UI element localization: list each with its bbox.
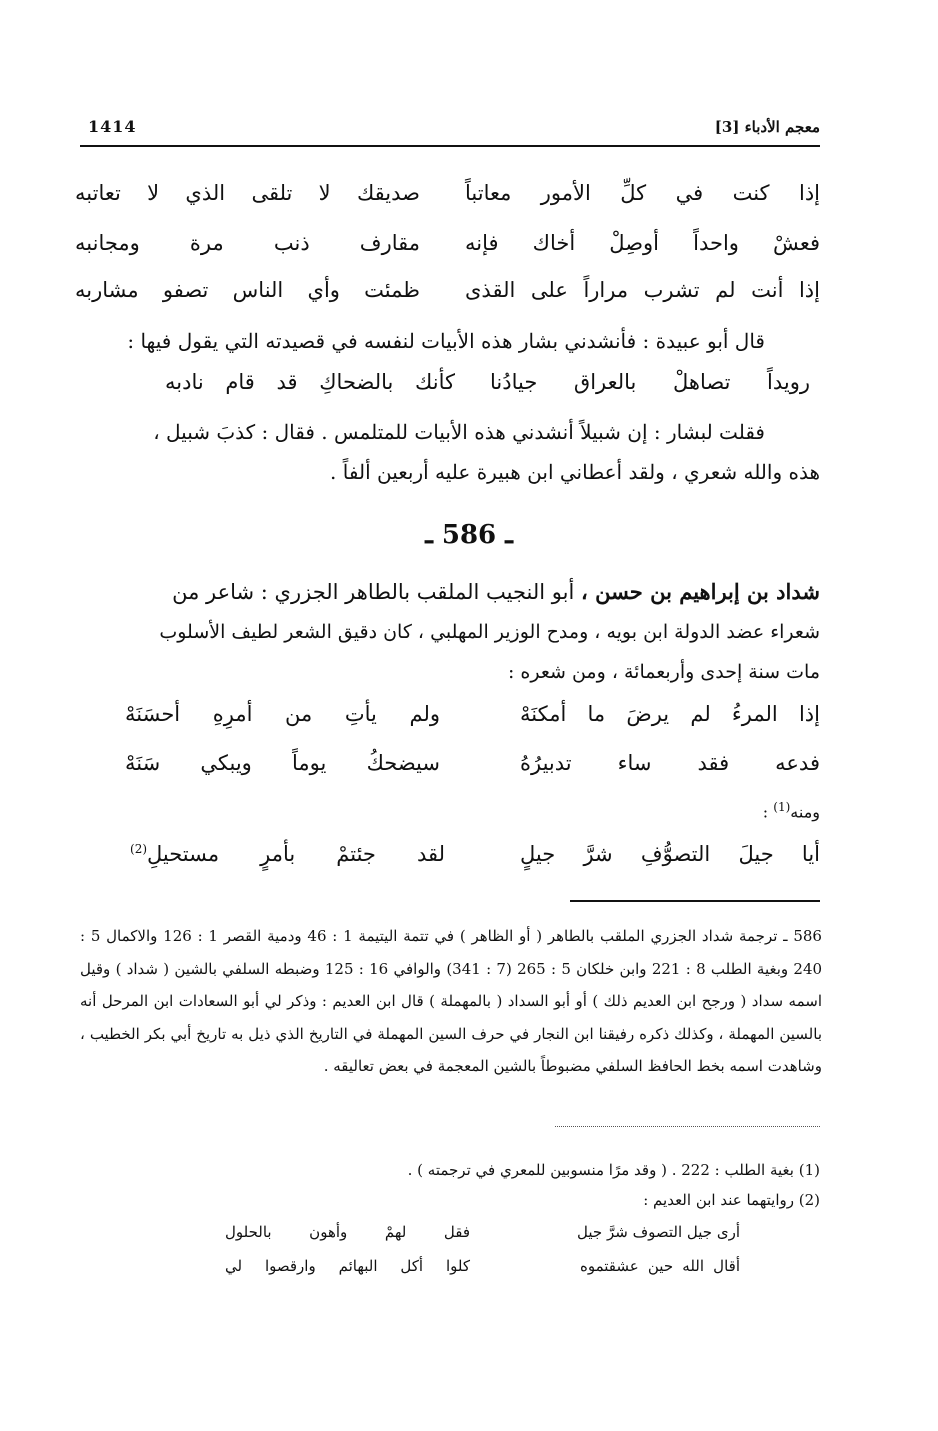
- header-rule: [80, 145, 820, 147]
- verse-second-hemistich: سيضحكُ يوماً ويبكي سَنَهْ: [125, 751, 440, 775]
- page-number: 1414: [88, 117, 137, 136]
- footnote-verse-line: [160, 1257, 740, 1287]
- verse-first-hemistich: فدعه فقد ساء تدبيرُهُ: [520, 751, 820, 775]
- verse-first-hemistich: أقال الله حين عشقتموه: [580, 1257, 740, 1275]
- verse-line: [120, 370, 810, 410]
- footnote-2: (2) روايتهما عند ابن العديم :: [643, 1191, 820, 1209]
- minhu-text: ومنه: [790, 802, 820, 822]
- bio-line1-text: أبو النجيب الملقب بالطاهر الجزري : شاعر من: [172, 580, 575, 604]
- verse-first-hemistich: إذا أنت لم تشرب مراراً على القذى: [465, 278, 820, 302]
- minhu-label: [763, 800, 820, 821]
- verse-second-text: لقد جئتمْ بأمرٍ مستحيلِ: [147, 842, 445, 866]
- verse-first-hemistich: إذا كنت في كلِّ الأمور معاتباً: [465, 181, 820, 205]
- verse-first-hemistich: فعشْ واحداً أوصِلْ أخاك فإنه: [465, 231, 820, 255]
- verse-line: [75, 181, 820, 221]
- footnote-ref-2: (2): [130, 842, 148, 856]
- footnote-verse-line: [160, 1223, 740, 1253]
- verse-second-hemistich: ظمئت وأي الناس تصفو مشاربه: [75, 278, 420, 302]
- entry-number: ـ 586 ـ: [425, 520, 513, 550]
- verse-line: [125, 702, 820, 742]
- verse-first-hemistich: أيا جيلَ التصوُّفِ شرَّ جيلٍ: [520, 842, 820, 866]
- running-header-title: معجم الأدباء [3]: [714, 118, 820, 136]
- footnote-separator: [555, 1126, 820, 1127]
- verse-line: [130, 842, 820, 882]
- verse-second-hemistich: كلوا أكل البهائم وارقصوا لي: [225, 1257, 470, 1275]
- verse-line: [75, 278, 820, 318]
- bio-line1: [80, 572, 820, 612]
- paragraph-abu-ubaida: قال أبو عبيدة : فأنشدني بشار هذه الأبيات لنفسه في قصيدته التي يقول فيها :: [127, 329, 765, 353]
- verse-line: [125, 751, 820, 791]
- entry-name: شداد بن إبراهيم بن حسن ،: [581, 579, 820, 604]
- verse-second-hemistich: ولم يأتِ من أمرِهِ أحسَنَهْ: [125, 702, 440, 726]
- footnote-1: (1) بغية الطلب : 222 . ( وقد مرًا منسوبين للمعري في ترجمته ) .: [407, 1161, 820, 1179]
- footnote-ref-1: (1): [773, 800, 791, 814]
- verse-line: [75, 231, 820, 271]
- verse-second-hemistich: فقل لهمْ وأهون بالحلول: [225, 1223, 470, 1241]
- minhu-colon: :: [762, 802, 774, 822]
- verse-first-hemistich: أرى جيل التصوف شرَّ جيل: [577, 1223, 740, 1241]
- paragraph-bashar-line2: هذه والله شعري ، ولقد أعطاني ابن هبيرة عليه أربعين ألفاً .: [330, 460, 820, 484]
- footnote-entry-586: 586 ـ ترجمة شداد الجزري الملقب بالطاهر ( أو الظاهر ) في تتمة اليتيمة 1 : 46 ودمية القصر 1 : 126 والاكمال 5 : 240 وبغية الطلب 8 : 221 وابن خلكان 5 : 265 (7 : 341) والوافي 16 : 125 وضبطه السلفي بالشين ( شداد ) وقيل اسمه سداد ( ورجح ابن العديم ذلك ) أو أبو السداد ( بالمهملة ) قال ابن العديم : وذكر لي أبو السعادات ابن المرحل أنه بالسين المهملة ، وكذلك ذكره رفيقنا ابن النجار في حرف السين المهملة في التاريخ الذي ذيل به تاريخ أبي بكر الخطيب ، وشاهدت اسمه بخط الحافظ السلفي مضبوطاً بالشين المعجمة في بعض تعاليقه .: [80, 927, 823, 1075]
- verse-second-hemistich: [130, 842, 445, 866]
- footnote-rule: [570, 900, 820, 902]
- verse-first-hemistich: إذا المرءُ لم يرضَ ما أمكنَهْ: [520, 702, 820, 726]
- paragraph-bashar-line1: فقلت لبشار : إن شبيلاً أنشدني هذه الأبيات للمتلمس . فقال : كذبَ شبيل ،: [153, 420, 765, 444]
- verse-second-hemistich: مقارف ذنب مرة ومجانبه: [75, 231, 420, 255]
- bio-line3: مات سنة إحدى وأربعمائة ، ومن شعره :: [507, 661, 820, 683]
- verse-second-hemistich: كأنك بالضحاكِ قد قام نادبه: [165, 370, 455, 394]
- verse-second-hemistich: صديقك لا تلقى الذي لا تعاتبه: [75, 181, 420, 205]
- verse-first-hemistich: رويداً تصاهلْ بالعراق جيادُنا: [490, 370, 810, 394]
- bio-line2: شعراء عضد الدولة ابن بويه ، ومدح الوزير المهلبي ، كان دقيق الشعر لطيف الأسلوب: [159, 621, 820, 643]
